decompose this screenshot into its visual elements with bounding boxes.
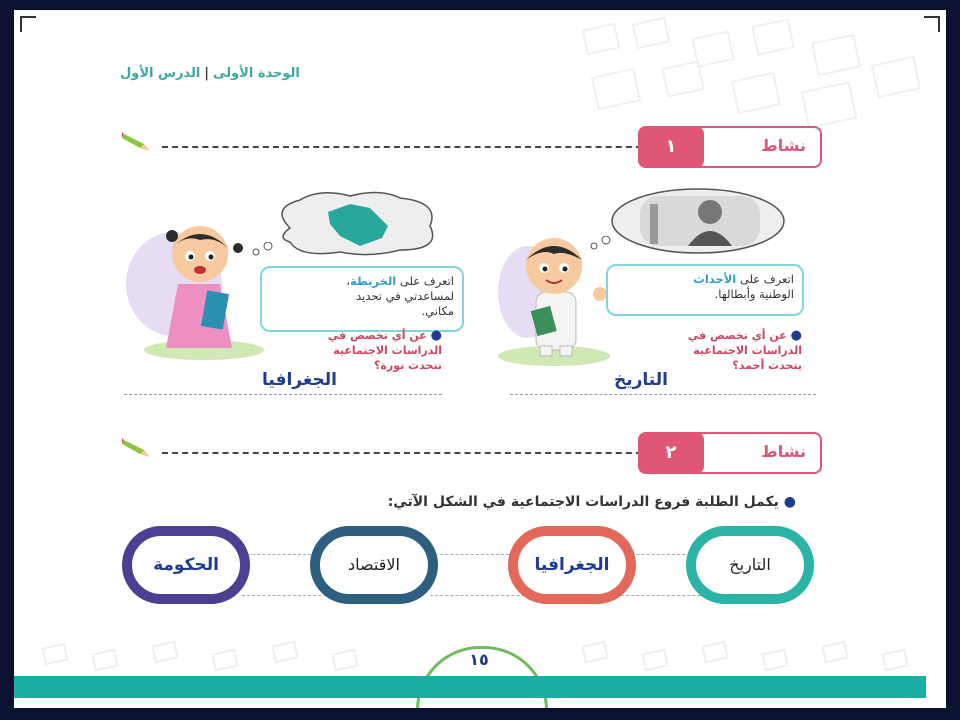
decorative-square: [871, 56, 921, 98]
branch-ring-geography: [508, 526, 636, 604]
activity-label-box: [638, 432, 822, 474]
question-text: الدراسات الاجتماعية: [693, 344, 802, 357]
branch-label: الجغرافيا: [534, 555, 610, 575]
boy-illustration: [494, 232, 620, 372]
history-answer: التاريخ: [614, 370, 668, 390]
activity-instruction: ● يكمل الطلبة فروع الدراسات الاجتماعية في الشكل الآتي:: [387, 494, 796, 510]
decorative-square: [632, 17, 671, 50]
speech-text: اتعرف على: [396, 274, 454, 288]
lesson-title: الدرس الأول: [120, 66, 201, 81]
question-text: عن أي تخصص في: [327, 329, 427, 342]
decorative-square: [731, 72, 781, 114]
activity-number: ١: [638, 126, 704, 168]
branch-ring-history: [686, 526, 814, 604]
speech-text: الوطنية وأبطالها.: [714, 287, 794, 301]
activity-label-box: [638, 126, 822, 168]
page-header: الوحدة الأولى|الدرس الأول: [120, 66, 300, 81]
activity-label: نشاط: [761, 442, 806, 461]
footer-bar: [14, 676, 926, 698]
crop-mark: [20, 16, 36, 32]
speech-highlight: الخريطة: [350, 274, 397, 288]
activity-number: ٢: [638, 432, 704, 474]
page-number: ١٥: [469, 650, 489, 669]
thought-bubble-map: [270, 188, 442, 258]
decorative-square: [591, 68, 641, 110]
question-text: يتحدث أحمد؟: [732, 359, 802, 372]
unit-title: الوحدة الأولى: [213, 66, 300, 81]
decorative-square: [751, 18, 794, 55]
decorative-square: [661, 60, 704, 97]
speech-text: ،: [346, 274, 351, 288]
instruction-text: يكمل الطلبة فروع الدراسات الاجتماعية في الشكل الآتي:: [387, 494, 779, 510]
dashed-line: [162, 452, 652, 454]
question-text: تتحدث نورة؟: [373, 359, 442, 372]
speech-text: اتعرف على: [736, 272, 794, 286]
thought-bubble-photo: [610, 186, 786, 256]
dashed-line: [162, 146, 652, 148]
branch-ring-economy: [310, 526, 438, 604]
speech-text: مكاني.: [421, 304, 454, 318]
branch-label: التاريخ: [729, 555, 771, 574]
geography-speech-bubble: [260, 266, 464, 332]
geography-question: ● عن أي تخصص في الدراسات الاجتماعية تتحدث نورة؟: [272, 328, 442, 373]
history-question: ● عن أي تخصص في الدراسات الاجتماعية يتحدث أحمد؟: [622, 328, 802, 373]
answer-line: [124, 394, 442, 395]
question-text: الدراسات الاجتماعية: [333, 344, 442, 357]
question-text: عن أي تخصص في: [687, 329, 787, 342]
decorative-square: [582, 23, 621, 56]
activity-label: نشاط: [761, 136, 806, 155]
activity-1-banner: [122, 126, 822, 166]
textbook-page: [14, 10, 946, 708]
branch-label: الحكومة: [153, 555, 219, 575]
geography-answer: الجغرافيا: [262, 370, 337, 390]
decorative-square: [801, 81, 858, 129]
history-speech-bubble: [606, 264, 804, 316]
activity-2-banner: [122, 432, 822, 472]
speech-text: لمساعدتي في تحديد: [356, 289, 454, 303]
answer-line: [510, 394, 816, 395]
branch-label: الاقتصاد: [348, 555, 400, 574]
girl-illustration: [120, 214, 276, 364]
branch-ring-government: [122, 526, 250, 604]
speech-highlight: الأحداث: [693, 272, 737, 286]
crop-mark: [924, 16, 940, 32]
pencil-icon: [122, 130, 154, 152]
pencil-icon: [122, 436, 154, 458]
decorative-square: [811, 34, 861, 76]
